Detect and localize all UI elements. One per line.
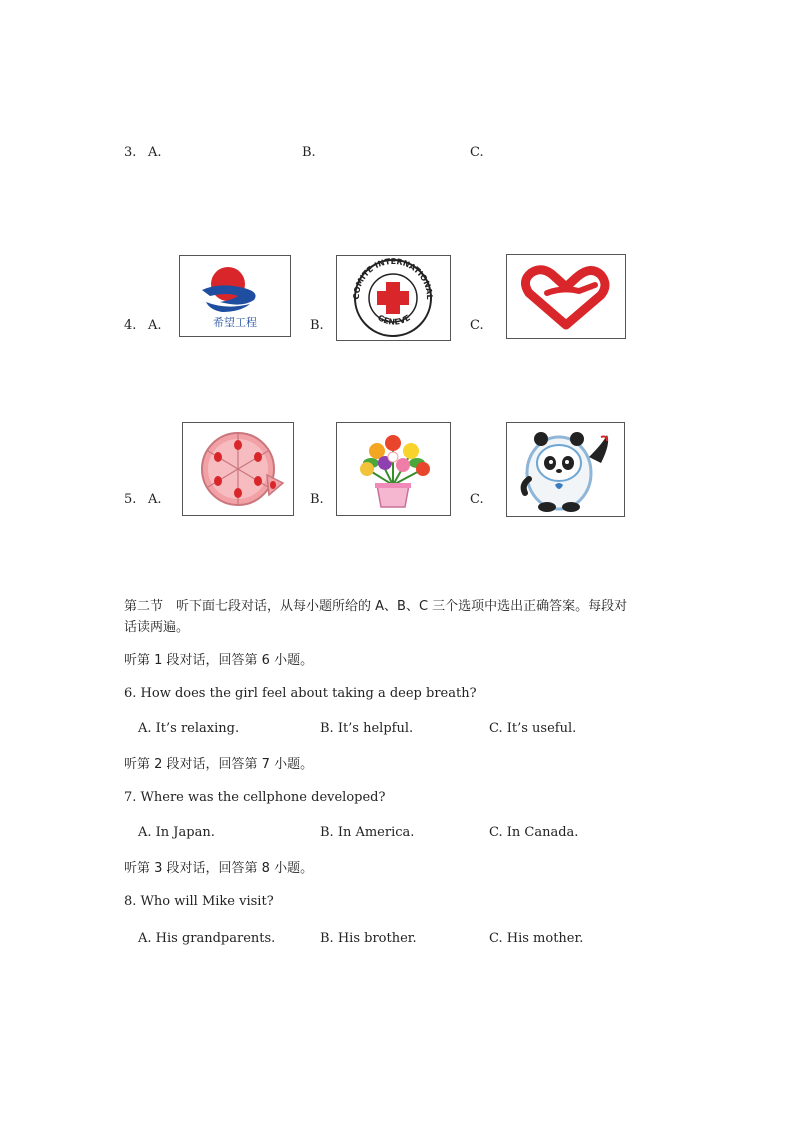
flower-pot-image[interactable] xyxy=(336,422,451,516)
question-7: 7. Where was the cellphone developed? xyxy=(124,790,386,805)
q4-number: 4. xyxy=(124,318,137,333)
section-2-heading-line1: 第二节 听下面七段对话，从每小题所给的 A、B、C 三个选项中选出正确答案。每段对 xyxy=(124,599,628,614)
q8-option-c[interactable]: C. His mother. xyxy=(489,931,584,946)
cake-icon xyxy=(183,423,293,515)
red-cross-logo-image[interactable] xyxy=(336,255,451,341)
q6-option-b[interactable]: B. It’s helpful. xyxy=(320,721,414,736)
mascot-panda-image[interactable] xyxy=(506,422,625,517)
panda-mascot-icon xyxy=(507,423,624,516)
project-hope-logo-image[interactable] xyxy=(179,255,291,337)
q7-option-b[interactable]: B. In America. xyxy=(320,825,415,840)
q6-option-c[interactable]: C. It’s useful. xyxy=(489,721,577,736)
volunteer-heart-logo-image[interactable] xyxy=(506,254,626,339)
dialog-2-intro: 听第 2 段对话，回答第 7 小题。 xyxy=(124,757,314,772)
q8-option-b[interactable]: B. His brother. xyxy=(320,931,417,946)
svg-text:GENEVE xyxy=(376,313,412,327)
red-cross-logo-icon xyxy=(337,256,450,340)
q4-option-a[interactable]: A. xyxy=(148,318,162,333)
q8-option-a[interactable]: A. His grandparents. xyxy=(138,931,276,946)
q4-option-c[interactable]: C. xyxy=(470,318,484,333)
logo-a-text: 希望工程 xyxy=(213,316,257,329)
q5-option-b[interactable]: B. xyxy=(310,492,324,507)
strawberry-cake-image[interactable] xyxy=(182,422,294,516)
q5-option-a[interactable]: A. xyxy=(148,492,162,507)
q3-option-c[interactable]: C. xyxy=(470,145,484,160)
q3-number: 3. xyxy=(124,145,137,160)
q3-option-b[interactable]: B. xyxy=(302,145,316,160)
question-6: 6. How does the girl feel about taking a deep breath? xyxy=(124,686,477,701)
q7-option-c[interactable]: C. In Canada. xyxy=(489,825,579,840)
q6-option-a[interactable]: A. It’s relaxing. xyxy=(138,721,240,736)
heart-hand-icon xyxy=(507,255,625,338)
dialog-3-intro: 听第 3 段对话，回答第 8 小题。 xyxy=(124,861,314,876)
q5-number: 5. xyxy=(124,492,137,507)
flower-pot-icon xyxy=(337,423,450,515)
q5-option-c[interactable]: C. xyxy=(470,492,484,507)
q4-option-b[interactable]: B. xyxy=(310,318,324,333)
project-hope-logo-icon xyxy=(180,256,290,336)
logo-b-ring-top: COMITE INTERNATIONAL xyxy=(351,256,435,300)
q3-option-a[interactable]: A. xyxy=(148,145,162,160)
q7-option-a[interactable]: A. In Japan. xyxy=(138,825,215,840)
question-8: 8. Who will Mike visit? xyxy=(124,894,274,909)
logo-b-ring-bottom: GENEVE xyxy=(376,313,412,327)
dialog-1-intro: 听第 1 段对话，回答第 6 小题。 xyxy=(124,653,314,668)
section-2-heading-line2: 话读两遍。 xyxy=(124,620,190,635)
